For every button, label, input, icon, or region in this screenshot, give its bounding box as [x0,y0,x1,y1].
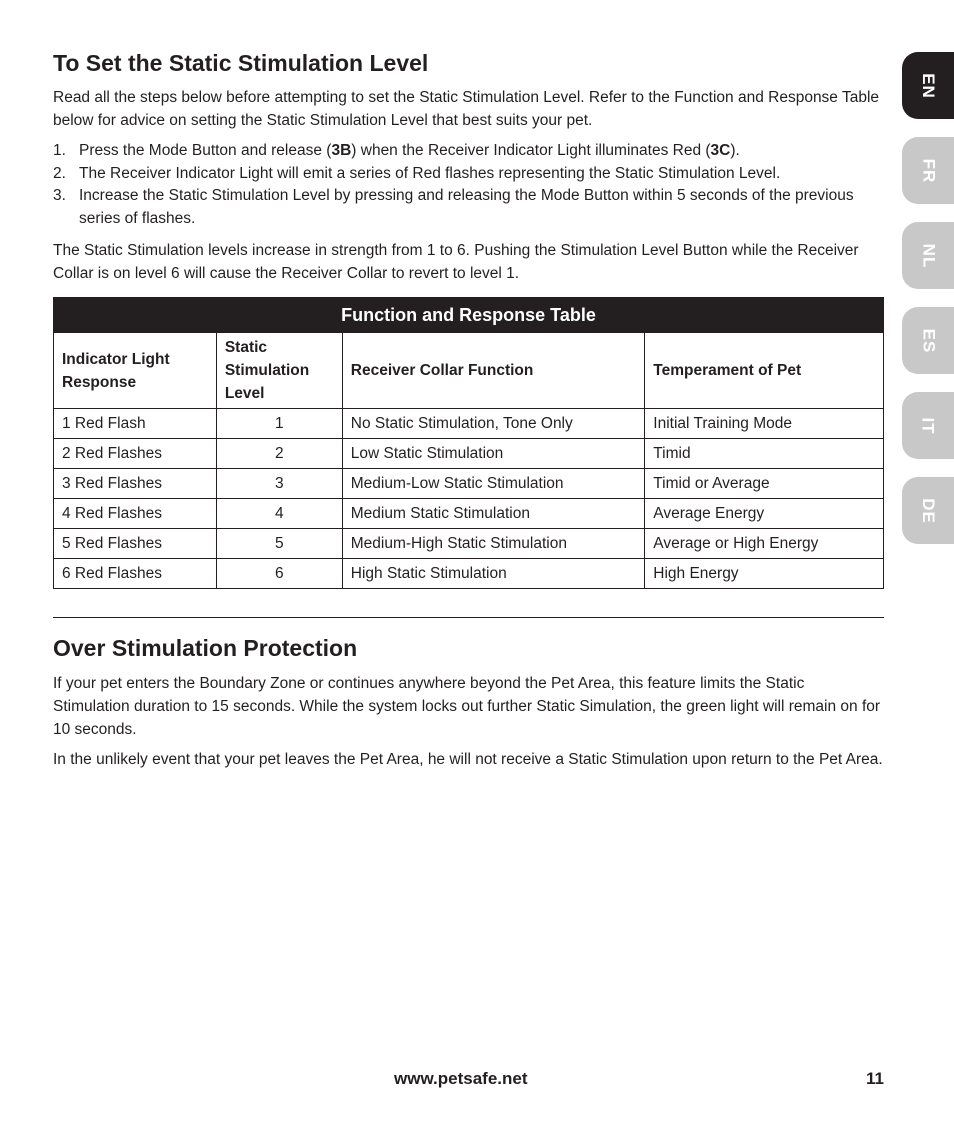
cell-temperament: High Energy [645,559,884,589]
over-stimulation-paragraph: If your pet enters the Boundary Zone or continues anywhere beyond the Pet Area, this feature limits the Static Stimulation duration to 15 seconds. While the system locks out further Static Simulation, the green light will remain on for 10 seconds. [53,675,881,738]
step-text: Press the Mode Button and release ( [79,142,332,159]
cell-level: 6 [216,559,342,589]
table-caption: Function and Response Table [54,298,884,333]
step-number: 3. [53,187,66,204]
cell-level: 4 [216,499,342,529]
step-item [53,185,884,230]
step-number: 2. [53,164,66,182]
step-text: Increase the Static Stimulation Level by pressing and releasing the Mode Button within 5 seconds of the previous series of flashes. [79,187,854,227]
function-response-table [53,297,884,589]
step-text: ) when the Receiver Indicator Light illuminates Red ( [351,142,711,159]
figure-ref: 3C [710,142,731,159]
language-tab-de[interactable] [902,477,954,544]
cell-function: Low Static Stimulation [342,439,645,469]
cell-function: High Static Stimulation [342,559,645,589]
cell-response: 5 Red Flashes [54,529,217,559]
language-tab-label: NL [918,243,938,268]
page-number: 11 [866,1069,884,1088]
section-divider [53,617,884,618]
table-row [54,529,884,559]
language-tab-es[interactable] [902,307,954,374]
column-header-response: Indicator Light Response [54,333,217,409]
cell-response: 4 Red Flashes [54,499,217,529]
table-row [54,409,884,439]
section-title-static-level: To Set the Static Stimulation Level [53,50,429,76]
table-row [54,439,884,469]
intro-paragraph: Read all the steps below before attempting to set the Static Stimulation Level. Refer to the Function and Response Table below for advice on setting the Static Stimulation Level that best suits your pet. [53,89,880,129]
cell-response: 1 Red Flash [54,409,217,439]
table-row [54,559,884,589]
column-header-function: Receiver Collar Function [342,333,645,409]
cell-function: Medium-Low Static Stimulation [342,469,645,499]
cell-temperament: Average or High Energy [645,529,884,559]
language-tab-en[interactable] [902,52,954,119]
figure-ref: 3B [331,142,352,159]
language-tab-fr[interactable] [902,137,954,204]
step-item [53,163,884,186]
language-tab-label: FR [918,158,938,183]
cell-level: 5 [216,529,342,559]
cell-temperament: Timid or Average [645,469,884,499]
language-tab-it[interactable] [902,392,954,459]
cell-level: 3 [216,469,342,499]
column-header-temperament: Temperament of Pet [645,333,884,409]
cell-temperament: Timid [645,439,884,469]
table-row [54,469,884,499]
language-tab-label: DE [919,497,938,524]
cell-temperament: Average Energy [645,499,884,529]
column-header-level: Static Stimulation Level [216,333,342,409]
cell-temperament: Initial Training Mode [645,409,884,439]
cell-response: 6 Red Flashes [54,559,217,589]
step-item [53,140,884,163]
cell-response: 2 Red Flashes [54,439,217,469]
cell-response: 3 Red Flashes [54,469,217,499]
cell-function: Medium Static Stimulation [342,499,645,529]
language-tab-label: ES [919,328,938,353]
cell-function: No Static Stimulation, Tone Only [342,409,645,439]
language-tab-nl[interactable] [902,222,954,289]
step-text: ). [730,142,740,159]
section-title-over-stimulation: Over Stimulation Protection [53,635,358,661]
cell-function: Medium-High Static Stimulation [342,529,645,559]
cell-level: 1 [216,409,342,439]
levels-note: The Static Stimulation levels increase in strength from 1 to 6. Pushing the Stimulation Level Button while the Receiver Collar is on level 6 will cause the Receiver Collar to revert to level 1. [53,242,859,282]
footer-website-link[interactable]: www.petsafe.net [394,1069,528,1088]
language-tab-label: EN [919,72,938,99]
step-number: 1. [53,142,66,159]
step-text: The Receiver Indicator Light will emit a series of Red flashes representing the Static Stimulation Level. [79,164,781,182]
table-row [54,499,884,529]
steps-list [53,140,884,230]
language-tab-label: IT [918,416,938,435]
pet-area-paragraph: In the unlikely event that your pet leaves the Pet Area, he will not receive a Static Stimulation upon return to the Pet Area. [53,751,883,768]
cell-level: 2 [216,439,342,469]
